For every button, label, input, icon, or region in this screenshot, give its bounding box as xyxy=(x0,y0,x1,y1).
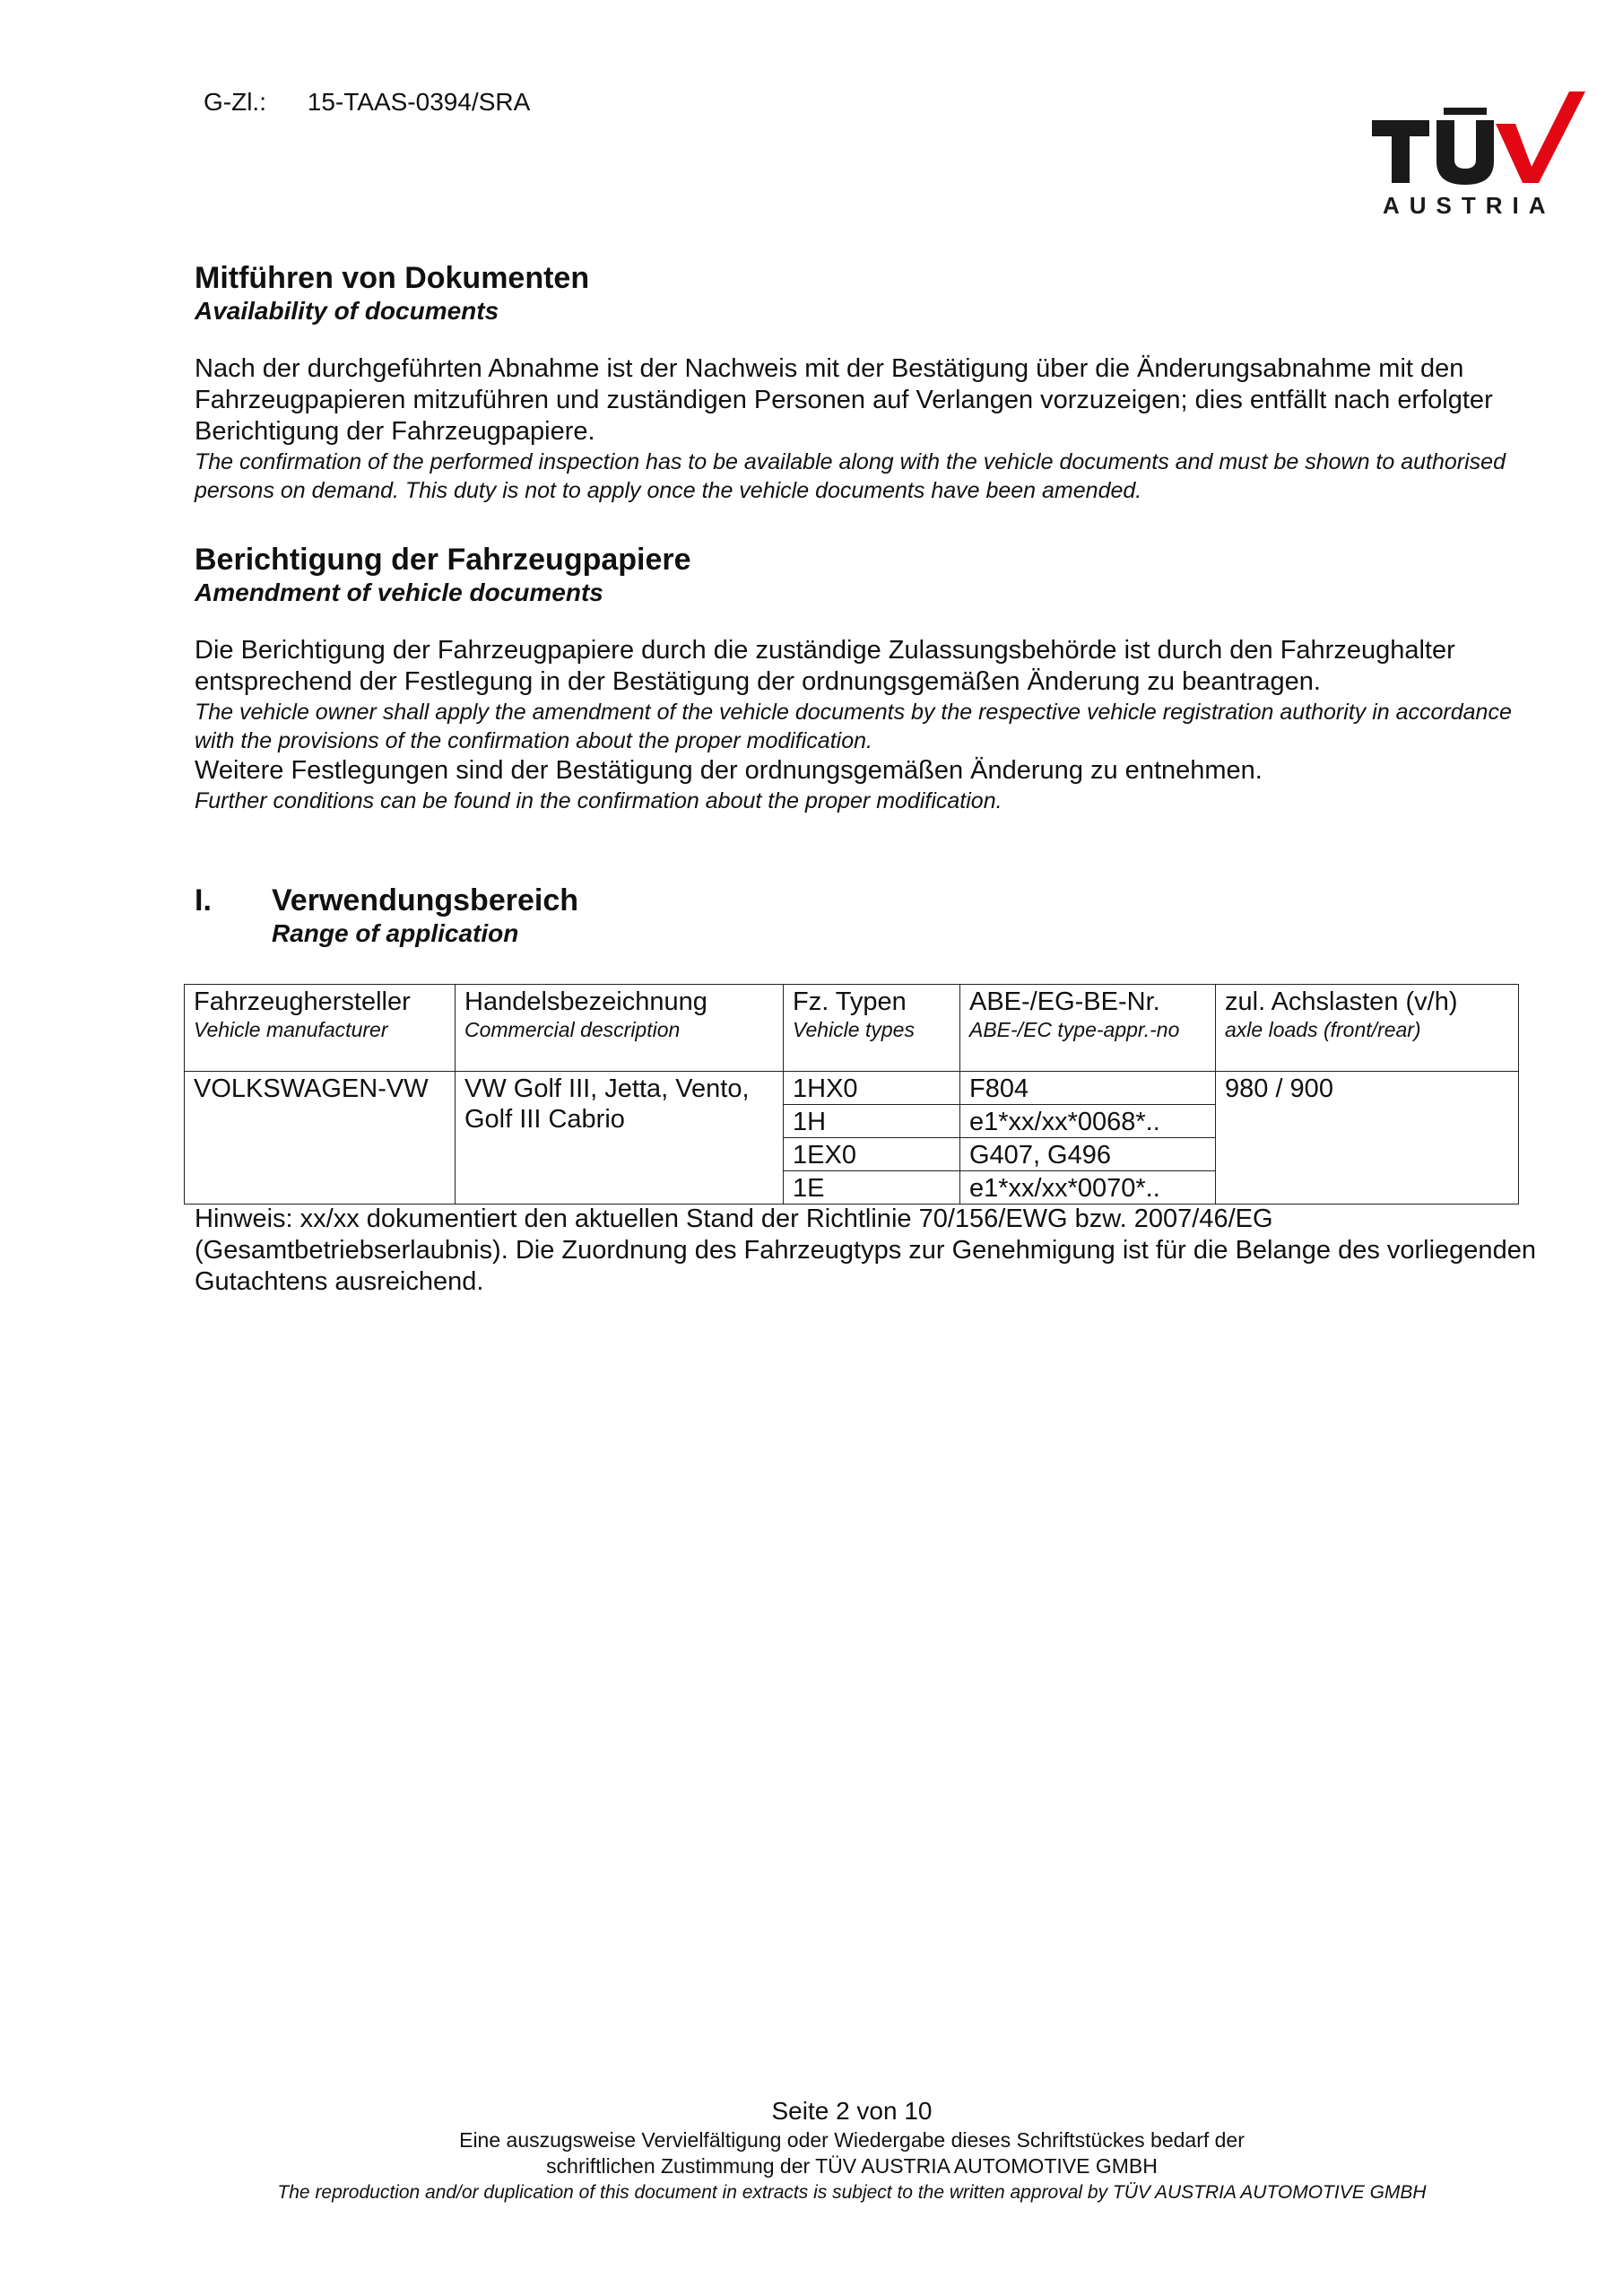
vehicle-table xyxy=(184,984,1519,1205)
header-label-en: axle loads (front/rear) xyxy=(1225,1018,1421,1041)
header-cell-approval xyxy=(960,985,1216,1072)
header-label-en: ABE-/EC type-appr.-no xyxy=(969,1018,1180,1041)
section-number: I. xyxy=(195,883,212,918)
paragraph-de-2: Weitere Festlegungen sind der Bestätigung der ordnungsgemäßen Änderung zu entnehmen. xyxy=(195,756,1263,785)
header-label-en: Commercial description xyxy=(464,1018,681,1041)
page-footer xyxy=(0,2095,1623,2205)
cell-type: 1EX0 xyxy=(784,1138,960,1171)
header-label: ABE-/EG-BE-Nr. xyxy=(969,987,1160,1016)
header-label: Handelsbezeichnung xyxy=(464,987,707,1016)
paragraph-de: Nach der durchgeführten Abnahme ist der Nachweis mit der Bestätigung über die Änderungsabnahme mit den Fahrzeugpapieren mitzuführen und zuständigen Personen auf Verlangen vorzuzeigen; dies entfällt nach erfolgter Berichtigung der Fahrzeugpapiere. xyxy=(195,354,1493,446)
reference-label: G-Zl.: xyxy=(204,88,266,116)
section-title: Mitführen von Dokumenten xyxy=(195,261,590,295)
cell-approval: e1*xx/xx*0068*.. xyxy=(960,1105,1216,1138)
paragraph-en-2: Further conditions can be found in the confirmation about the proper modification. xyxy=(195,788,1002,813)
header-label: Fz. Typen xyxy=(793,987,907,1016)
paragraph-en: The confirmation of the performed inspection has to be available along with the vehicle documents and must be shown to authorised persons on demand. This duty is not to apply once the vehicle documents have been amended. xyxy=(195,449,1506,503)
cell-approval: e1*xx/xx*0070*.. xyxy=(960,1171,1216,1205)
section-title-en: Amendment of vehicle documents xyxy=(195,578,603,606)
section-amendment-of-vehicle-documents xyxy=(195,542,1540,815)
header-cell-description xyxy=(456,985,784,1072)
section-title-en: Range of application xyxy=(272,919,519,947)
tuv-austria-logo xyxy=(1370,90,1585,220)
section-availability-of-documents xyxy=(195,260,1540,505)
table-header-row xyxy=(185,985,1519,1072)
cell-type: 1E xyxy=(784,1171,960,1205)
header-label: zul. Achslasten (v/h) xyxy=(1225,987,1458,1016)
section-title: Verwendungsbereich xyxy=(272,883,578,918)
cell-approval: F804 xyxy=(960,1072,1216,1105)
cell-manufacturer: VOLKSWAGEN-VW xyxy=(185,1072,456,1205)
cell-approval: G407, G496 xyxy=(960,1138,1216,1171)
cell-description: VW Golf III, Jetta, Vento, Golf III Cabrio xyxy=(456,1072,784,1205)
footer-line-2: schriftlichen Zustimmung der TÜV AUSTRIA AUTOMOTIVE GMBH xyxy=(546,2154,1158,2178)
reference-number xyxy=(204,88,530,117)
page-number: Seite 2 von 10 xyxy=(771,2097,933,2125)
section-title: Berichtigung der Fahrzeugpapiere xyxy=(195,543,691,577)
footer-line-3: The reproduction and/or duplication of this document in extracts is subject to the written approval by TÜV AUSTRIA AUTOMOTIVE GMBH xyxy=(277,2182,1427,2203)
header-cell-types xyxy=(784,985,960,1072)
section-range-of-application xyxy=(195,883,1540,949)
paragraph-de: Die Berichtigung der Fahrzeugpapiere durch die zuständige Zulassungsbehörde ist durch den Fahrzeughalter entsprechend der Festlegung in der Bestätigung der ordnungsgemäßen Änderung zu beantragen. xyxy=(195,636,1455,696)
cell-axle-loads: 980 / 900 xyxy=(1216,1072,1519,1205)
header-cell-axle-loads xyxy=(1216,985,1519,1072)
cell-type: 1H xyxy=(784,1105,960,1138)
paragraph-en: The vehicle owner shall apply the amendment of the vehicle documents by the respective vehicle registration authority in accordance with the provisions of the confirmation about the proper modification. xyxy=(195,700,1512,753)
header-label-en: Vehicle types xyxy=(793,1018,915,1041)
section-title-en: Availability of documents xyxy=(195,297,499,325)
table-row xyxy=(185,1072,1519,1105)
table-note: Hinweis: xx/xx dokumentiert den aktuellen Stand der Richtlinie 70/156/EWG bzw. 2007/46/EG (Gesamtbetriebserlaubnis). Die Zuordnung des Fahrzeugtyps zur Genehmigung ist für die Belange des vorliegenden Gutachtens ausreichend. xyxy=(195,1205,1536,1296)
logo-letters xyxy=(1372,91,1585,185)
header-label-en: Vehicle manufacturer xyxy=(194,1018,388,1041)
header-cell-manufacturer xyxy=(185,985,456,1072)
footer-line-1: Eine auszugsweise Vervielfältigung oder Wiedergabe dieses Schriftstückes bedarf der xyxy=(459,2128,1245,2152)
reference-value: 15-TAAS-0394/SRA xyxy=(307,88,531,116)
header-label: Fahrzeughersteller xyxy=(194,987,411,1016)
cell-type: 1HX0 xyxy=(784,1072,960,1105)
svg-text:AUSTRIA: AUSTRIA xyxy=(1383,192,1556,219)
logo-austria-text xyxy=(1383,192,1556,219)
